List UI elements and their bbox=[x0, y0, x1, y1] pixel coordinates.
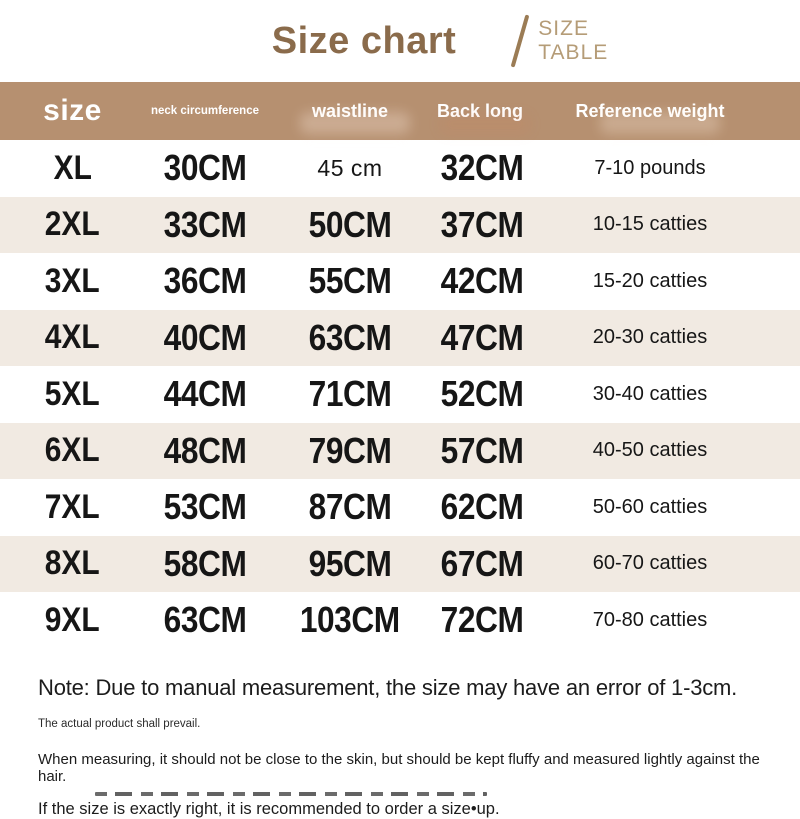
table-row bbox=[0, 366, 800, 423]
table-row bbox=[0, 140, 800, 197]
size-cell bbox=[0, 262, 145, 301]
size-value: XL bbox=[53, 148, 92, 187]
waist-cell bbox=[265, 599, 435, 641]
size-value: 5XL bbox=[45, 374, 100, 413]
weight-value: 15-20 catties bbox=[592, 269, 708, 292]
waist-value: 95CM bbox=[308, 542, 392, 584]
weight-cell bbox=[525, 270, 800, 293]
weight-value: 70-80 catties bbox=[592, 608, 708, 631]
neck-cell bbox=[145, 204, 265, 246]
back-value: 67CM bbox=[440, 542, 524, 584]
note-main: Note: Due to manual measurement, the size may have an error of 1-3cm. bbox=[38, 674, 738, 700]
neck-value: 58CM bbox=[163, 542, 247, 584]
back-cell bbox=[435, 317, 525, 359]
back-value: 37CM bbox=[440, 203, 524, 245]
neck-value: 33CM bbox=[163, 203, 247, 245]
neck-value: 63CM bbox=[163, 599, 247, 641]
page-title: Size chart bbox=[271, 19, 457, 62]
waist-value: 55CM bbox=[308, 260, 392, 302]
column-header-back-long: Back long bbox=[436, 100, 524, 121]
waist-value: 79CM bbox=[308, 429, 392, 471]
table-row bbox=[0, 479, 800, 536]
back-value: 62CM bbox=[440, 486, 524, 528]
size-cell bbox=[0, 149, 145, 188]
waist-cell bbox=[265, 155, 435, 182]
weight-value: 30-40 catties bbox=[592, 382, 708, 405]
weight-cell bbox=[525, 609, 800, 632]
waist-cell bbox=[265, 543, 435, 585]
back-cell bbox=[435, 373, 525, 415]
table-row bbox=[0, 423, 800, 480]
waist-cell bbox=[265, 317, 435, 359]
column-header-reference-weight: Reference weight bbox=[575, 100, 725, 121]
size-cell bbox=[0, 544, 145, 583]
back-cell bbox=[435, 430, 525, 472]
waist-cell bbox=[265, 486, 435, 528]
waist-cell bbox=[265, 204, 435, 246]
slash-divider-icon bbox=[511, 14, 530, 67]
page-header bbox=[0, 0, 800, 82]
back-value: 57CM bbox=[440, 429, 524, 471]
size-value: 3XL bbox=[45, 261, 100, 300]
column-header-waistline: waistline bbox=[311, 100, 389, 121]
weight-value: 10-15 catties bbox=[592, 213, 708, 236]
neck-value: 30CM bbox=[163, 147, 247, 189]
neck-cell bbox=[145, 147, 265, 189]
neck-cell bbox=[145, 430, 265, 472]
waist-value: 63CM bbox=[308, 316, 392, 358]
back-cell bbox=[435, 147, 525, 189]
weight-cell bbox=[525, 383, 800, 406]
size-chart-table bbox=[0, 82, 800, 649]
weight-value: 7-10 pounds bbox=[594, 156, 706, 179]
table-row bbox=[0, 197, 800, 254]
back-cell bbox=[435, 204, 525, 246]
neck-cell bbox=[145, 260, 265, 302]
weight-value: 50-60 catties bbox=[592, 495, 708, 518]
back-cell bbox=[435, 486, 525, 528]
weight-cell bbox=[525, 213, 800, 236]
size-cell bbox=[0, 375, 145, 414]
neck-value: 40CM bbox=[163, 316, 247, 358]
back-cell bbox=[435, 260, 525, 302]
column-header-size: size bbox=[43, 94, 102, 127]
weight-cell bbox=[525, 157, 800, 180]
back-value: 47CM bbox=[440, 316, 524, 358]
note-measuring: When measuring, it should not be close to the skin, but should be kept fluffy and measured lightly against the hair. bbox=[38, 750, 760, 785]
size-value: 8XL bbox=[45, 544, 100, 583]
size-cell bbox=[0, 601, 145, 640]
note-secondary: The actual product shall prevail. bbox=[38, 717, 201, 730]
waist-value: 45 cm bbox=[317, 154, 383, 181]
table-body bbox=[0, 140, 800, 649]
weight-value: 60-70 catties bbox=[592, 552, 708, 575]
subtitle-line-2: TABLE bbox=[538, 41, 609, 64]
neck-cell bbox=[145, 317, 265, 359]
size-cell bbox=[0, 318, 145, 357]
table-row bbox=[0, 536, 800, 593]
size-cell bbox=[0, 205, 145, 244]
note-size-up: If the size is exactly right, it is recommended to order a size•up. bbox=[38, 799, 500, 818]
neck-cell bbox=[145, 543, 265, 585]
neck-value: 48CM bbox=[163, 429, 247, 471]
weight-cell bbox=[525, 496, 800, 519]
back-value: 72CM bbox=[440, 599, 524, 641]
column-header-neck-circumference: neck circumference bbox=[150, 105, 260, 117]
size-value: 7XL bbox=[45, 487, 100, 526]
neck-value: 53CM bbox=[163, 486, 247, 528]
weight-cell bbox=[525, 326, 800, 349]
weight-cell bbox=[525, 439, 800, 462]
waist-value: 50CM bbox=[308, 203, 392, 245]
back-cell bbox=[435, 599, 525, 641]
neck-value: 44CM bbox=[163, 373, 247, 415]
weight-cell bbox=[525, 552, 800, 575]
back-cell bbox=[435, 543, 525, 585]
neck-cell bbox=[145, 599, 265, 641]
cropped-text-artifact bbox=[95, 792, 487, 796]
waist-cell bbox=[265, 373, 435, 415]
table-row bbox=[0, 592, 800, 649]
waist-cell bbox=[265, 430, 435, 472]
neck-value: 36CM bbox=[163, 260, 247, 302]
size-value: 6XL bbox=[45, 431, 100, 470]
size-value: 9XL bbox=[45, 600, 100, 639]
size-cell bbox=[0, 488, 145, 527]
neck-cell bbox=[145, 373, 265, 415]
subtitle-line-1: SIZE bbox=[538, 17, 589, 41]
waist-value: 71CM bbox=[308, 373, 392, 415]
size-cell bbox=[0, 431, 145, 470]
back-value: 52CM bbox=[440, 373, 524, 415]
waist-value: 103CM bbox=[300, 599, 400, 641]
size-value: 4XL bbox=[45, 318, 100, 357]
back-value: 42CM bbox=[440, 260, 524, 302]
table-row bbox=[0, 310, 800, 367]
waist-cell bbox=[265, 260, 435, 302]
weight-value: 20-30 catties bbox=[592, 326, 708, 349]
table-row bbox=[0, 253, 800, 310]
weight-value: 40-50 catties bbox=[592, 439, 708, 462]
waist-value: 87CM bbox=[308, 486, 392, 528]
table-header-row bbox=[0, 82, 800, 140]
neck-cell bbox=[145, 486, 265, 528]
size-value: 2XL bbox=[45, 205, 100, 244]
page-subtitle bbox=[538, 17, 608, 64]
back-value: 32CM bbox=[440, 147, 524, 189]
